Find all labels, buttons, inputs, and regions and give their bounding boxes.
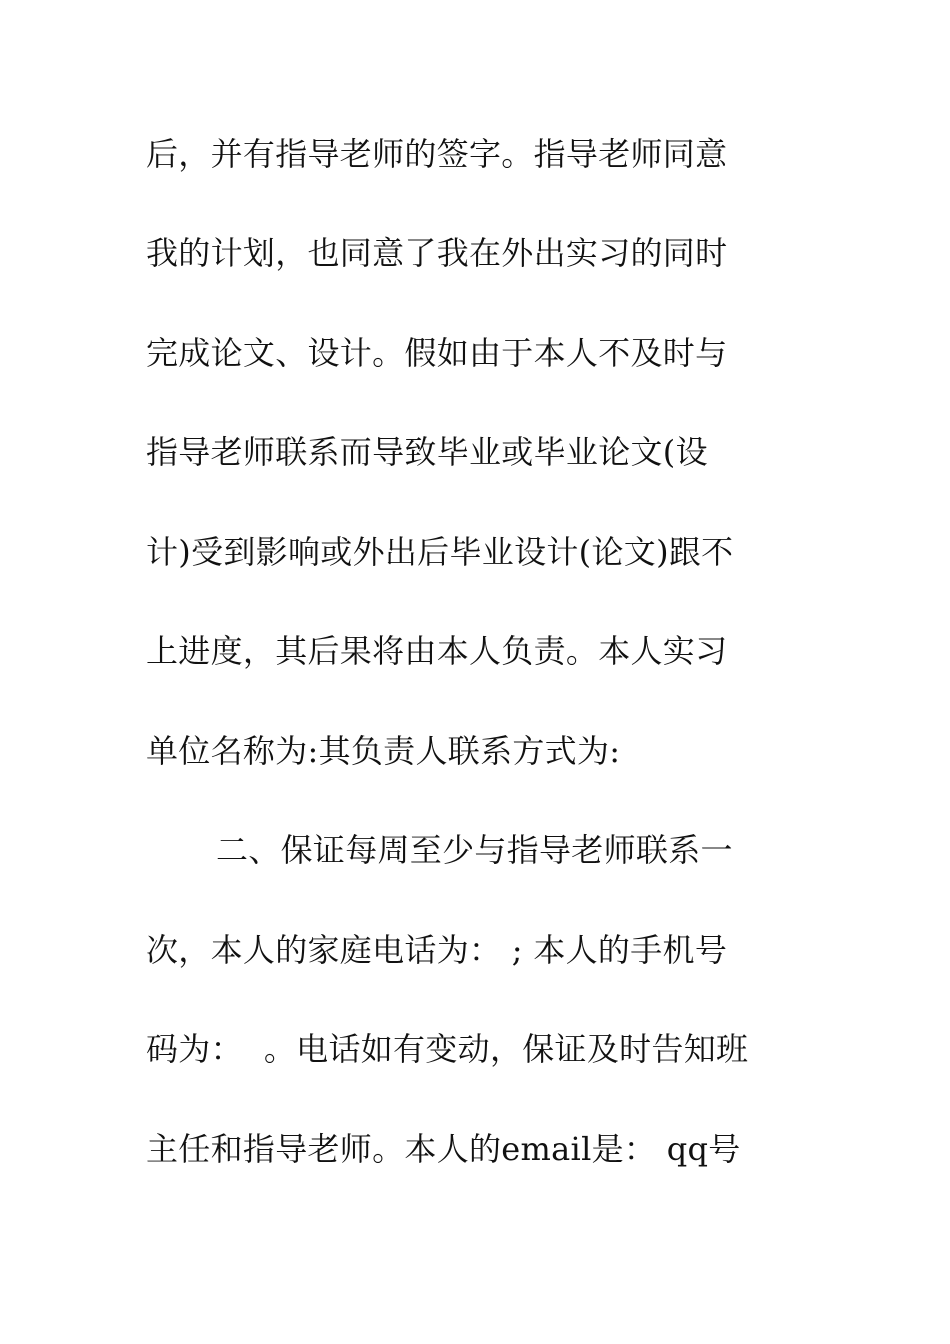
text-line: 计)受到影响或外出后毕业设计(论文)跟不 [146,533,734,571]
text-line: 码为： 。电话如有变动，保证及时告知班 [146,1030,749,1068]
text-line: 主任和指导老师。本人的email是： qq号 [146,1130,741,1168]
text-line: 完成论文、设计。假如由于本人不及时与 [146,334,728,372]
text-line: 单位名称为:其负责人联系方式为: [146,732,621,770]
text-line: 次，本人的家庭电话为： ; 本人的手机号 [146,931,728,969]
text-line: 后，并有指导老师的签字。指导老师同意 [146,135,728,173]
text-line: 指导老师联系而导致毕业或毕业论文(设 [146,433,708,471]
text-line: 上进度，其后果将由本人负责。本人实习 [146,632,728,670]
section-heading-line: 二、保证每周至少与指导老师联系一 [216,831,733,869]
text-line: 我的计划，也同意了我在外出实习的同时 [146,234,728,272]
